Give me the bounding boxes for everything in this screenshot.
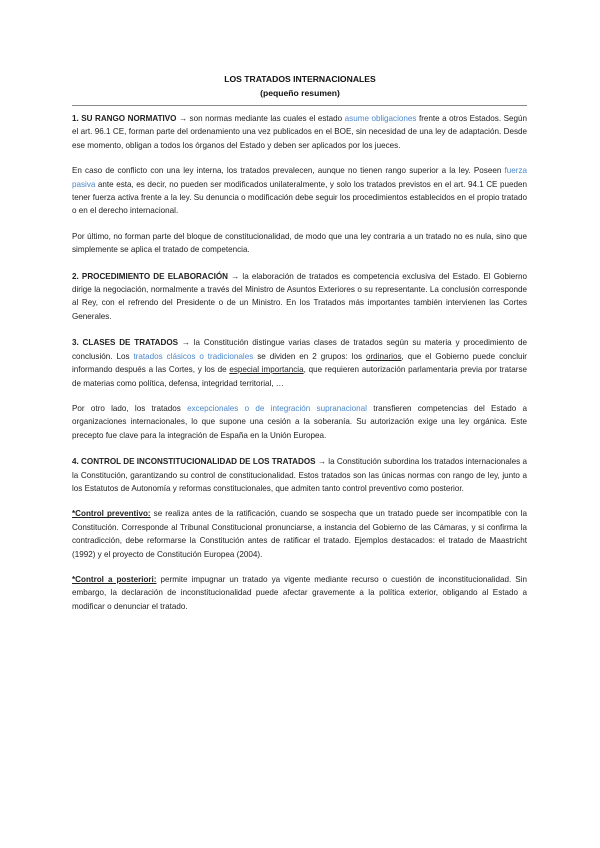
text-run: ante esta, es decir, no pueden ser modificados unilateralmente, y solo los tratados previstos en el art. 94.1 CE pueden tener fuerza activa frente a la ley. Su denuncia o modificación debe seguir los procedimientos establecidos en el propio tratado o en el derecho internacional. bbox=[72, 179, 527, 216]
control-preventivo-label: *Control preventivo: bbox=[72, 509, 151, 519]
arrow-icon: → bbox=[181, 338, 190, 348]
section-2-heading: 2. PROCEDIMIENTO DE ELABORACIÓN bbox=[72, 271, 228, 281]
section-1-paragraph-1 bbox=[72, 112, 527, 152]
document-title-block bbox=[0, 73, 600, 99]
control-posteriori-paragraph bbox=[72, 573, 527, 613]
underline-ordinarios: ordinarios bbox=[365, 351, 402, 361]
text-run: son normas mediante las cuales el estado bbox=[187, 114, 345, 123]
section-3-paragraph-2 bbox=[72, 402, 527, 442]
section-4-paragraph-1 bbox=[72, 455, 527, 495]
highlight-tratados-excepcionales: excepcionales o de integración supranacional bbox=[187, 403, 367, 413]
section-4-heading: 4. CONTROL DE INCONSTITUCIONALIDAD DE LOS TRATADOS bbox=[72, 457, 316, 467]
section-3-paragraph-1 bbox=[72, 336, 527, 390]
text-run: frente a otros Estados. Según el art. 96.1 CE, forman parte del ordenamiento una vez publicados en el BOE, sin necesidad de una ley de adaptación. Desde ese momento, obligan a todos los órganos del Estado y deben ser aplicados por los jueces. bbox=[72, 114, 527, 150]
arrow-icon: → bbox=[317, 457, 326, 467]
highlight-asume-obligaciones: asume obligaciones bbox=[344, 114, 417, 123]
control-posteriori-label: *Control a posteriori: bbox=[72, 574, 157, 584]
title-divider bbox=[72, 105, 527, 106]
control-preventivo-paragraph bbox=[72, 507, 527, 561]
document-title: LOS TRATADOS INTERNACIONALES bbox=[224, 74, 376, 84]
section-3-heading: 3. CLASES DE TRATADOS bbox=[72, 338, 179, 348]
text-run: la Constitución subordina los tratados internacionales a la Constitución, garantizando su control de constitucionalidad. Estos tratados son las únicas normas con rango de ley, junto a los Estatutos de Autonomía y reformas constitucionales, que admiten tanto control preventivo como posterior. bbox=[72, 457, 528, 493]
text-run: se dividen en 2 grupos: los bbox=[253, 351, 366, 361]
text-run: En caso de conflicto con una ley interna, los tratados prevalecen, aunque no tienen rango superior a la ley. Poseen bbox=[72, 166, 505, 176]
section-1-paragraph-3: Por último, no forman parte del bloque de constitucionalidad, de modo que una ley contraria a un tratado no es nula, sino que simplemente se aplica el tratado de competencia. bbox=[72, 231, 527, 255]
underline-especial-importancia: especial importancia bbox=[229, 365, 304, 375]
document-subtitle: (pequeño resumen) bbox=[260, 88, 340, 98]
text-run: permite impugnar un tratado ya vigente mediante recurso o cuestión de inconstitucionalidad. Sin embargo, la declaración de inconstitucionalidad puede afectar gravemente a la política exterior, obligando al Estado a modificar o denunciar el tratado. bbox=[72, 574, 527, 611]
text-run: se realiza antes de la ratificación, cuando se sospecha que un tratado puede ser incompatible con la Constitución. Corresponde al Tribunal Constitucional pronunciarse, a instancia del Gobierno de las Cámaras, y si confirma la contradicción, debe reformarse la Constitución antes de ratificar el tratado. Ejemplos destacados: el tratado de Maastricht (1992) y el proyecto de Constitución Europea (2004). bbox=[72, 509, 527, 559]
document-body bbox=[72, 112, 527, 613]
text-run: , que el Gobierno puede concluir informando después a las Cortes, y los de bbox=[72, 351, 527, 375]
section-2-paragraph-1 bbox=[72, 270, 527, 324]
text-run: , que requieren autorización parlamentaria previa por tratarse de materias como política, defensa, integridad territorial, … bbox=[72, 365, 527, 388]
arrow-icon: → bbox=[178, 114, 188, 123]
arrow-icon: → bbox=[231, 271, 240, 281]
text-run: Por otro lado, los tratados bbox=[72, 403, 188, 413]
highlight-tratados-clasicos: tratados clásicos o tradicionales bbox=[133, 351, 254, 361]
section-1-heading: 1. SU RANGO NORMATIVO bbox=[72, 114, 177, 123]
text-run: transfieren competencias del Estado a organizaciones internacionales, lo que supone una cesión a la soberanía. Su autorización exige una ley orgánica. Este precepto fue clave para la integración de España en la Unión Europea. bbox=[72, 403, 527, 440]
text-run: la elaboración de tratados es competencia exclusiva del Estado. El Gobierno dirige la negociación, normalmente a través del Ministro de Asuntos Exteriores o su representante. La conclusión corresponde al Rey, con el refrendo del Presidente o de un Ministro. En los Tratados más importantes también intervienen las Cortes Generales. bbox=[72, 271, 527, 321]
text-run: la Constitución distingue varias clases de tratados según su materia y procedimiento de conclusión. Los bbox=[72, 338, 527, 361]
section-1-paragraph-2 bbox=[72, 164, 527, 218]
highlight-fuerza-pasiva: fuerza pasiva bbox=[72, 166, 527, 189]
